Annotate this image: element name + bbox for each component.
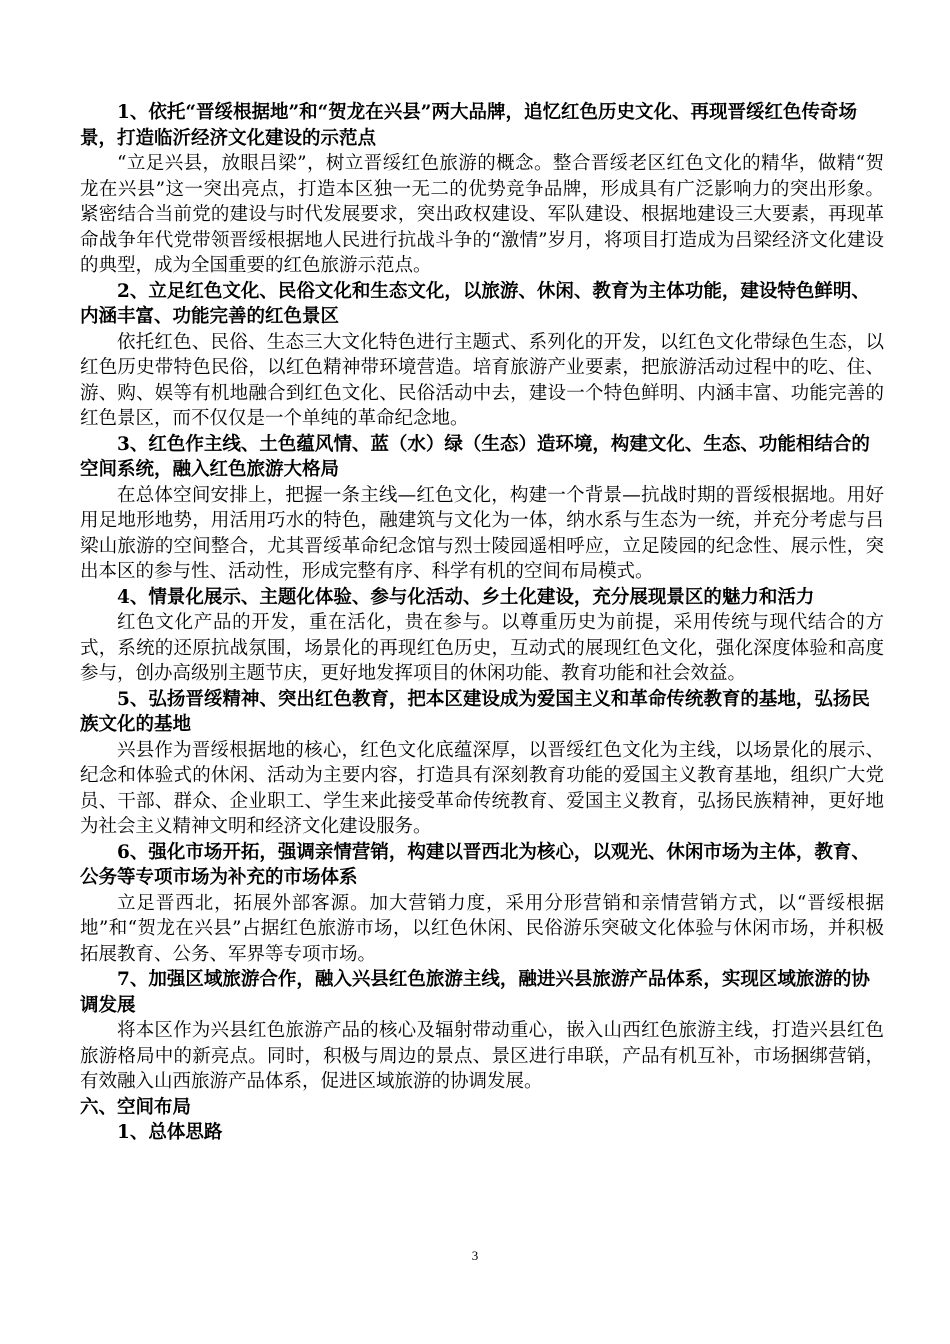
page-number: 3 [471, 1248, 479, 1263]
heading-1: 1、依托“晋绥根据地”和“贺龙在兴县”两大品牌，追忆红色历史文化、再现晋绥红色传奇场景，打造临沂经济文化建设的示范点 [80, 102, 857, 149]
document-body [80, 100, 884, 1146]
heading-5: 5、弘扬晋绥精神、突出红色教育，把本区建设成为爱国主义和革命传统教育的基地，弘扬民族文化的基地 [80, 688, 870, 735]
paragraph-3: 在总体空间安排上，把握一条主线—红色文化，构建一个背景—抗战时期的晋绥根据地。用好用足地形地势，用活用巧水的特色，融建筑与文化为一体，纳水系与生态为一统，并充分考虑与吕梁山旅游的空间整合，尤其晋绥革命纪念馆与烈士陵园遥相呼应，立足陵园的纪念性、展示性，突出本区的参与性、活动性，形成完整有序、科学有机的空间布局模式。 [80, 484, 884, 582]
paragraph-1: “立足兴县，放眼吕梁”，树立晋绥红色旅游的概念。整合晋绥老区红色文化的精华，做精“贺龙在兴县”这一突出亮点，打造本区独一无二的优势竞争品牌，形成具有广泛影响力的突出形象。紧密结合当前党的建设与时代发展要求，突出政权建设、军队建设、根据地建设三大要素，再现革命战争年代党带领晋绥根据地人民进行抗战斗争的“激情”岁月，将项目打造成为吕梁经济文化建设的典型，成为全国重要的红色旅游示范点。 [80, 153, 884, 276]
section-heading: 六、空间布局 [80, 1096, 192, 1118]
paragraph-7: 将本区作为兴县红色旅游产品的核心及辐射带动重心，嵌入山西红色旅游主线，打造兴县红色旅游格局中的新亮点。同时，积极与周边的景点、景区进行串联，产品有机互补，市场捆绑营销，有效融入山西旅游产品体系，促进区域旅游的协调发展。 [80, 1020, 884, 1092]
heading-4: 4、情景化展示、主题化体验、参与化活动、乡土化建设，充分展现景区的魅力和活力 [117, 586, 815, 608]
heading-7: 7、加强区域旅游合作，融入兴县红色旅游主线，融进兴县旅游产品体系，实现区域旅游的协调发展 [80, 969, 870, 1016]
paragraph-4: 红色文化产品的开发，重在活化，贵在参与。以尊重历史为前提，采用传统与现代结合的方式，系统的还原抗战氛围，场景化的再现红色历史，互动式的展现红色文化，强化深度体验和高度参与，创办高级别主题节庆，更好地发挥项目的休闲功能、教育功能和社会效益。 [80, 612, 884, 684]
subsection-heading: 1、总体思路 [117, 1122, 223, 1143]
paragraph-2: 依托红色、民俗、生态三大文化特色进行主题式、系列化的开发，以红色文化带绿色生态，以红色历史带特色民俗，以红色精神带环境营造。培育旅游产业要素，把旅游活动过程中的吃、住、游、购、娱等有机地融合到红色文化、民俗活动中去，建设一个特色鲜明、内涵丰富、功能完善的红色景区，而不仅仅是一个单纯的革命纪念地。 [80, 331, 884, 429]
heading-6: 6、强化市场开拓，强调亲情营销，构建以晋西北为核心，以观光、休闲市场为主体，教育、公务等专项市场为补充的市场体系 [80, 841, 870, 888]
heading-3: 3、红色作主线、土色蕴风情、蓝（水）绿（生态）造环境，构建文化、生态、功能相结合的空间系统，融入红色旅游大格局 [80, 433, 870, 480]
paragraph-6: 立足晋西北，拓展外部客源。加大营销力度，采用分形营销和亲情营销方式，以“晋绥根据地”和“贺龙在兴县”占据红色旅游市场，以红色休闲、民俗游乐突破文化体验与休闲市场，并积极拓展教育、公务、军界等专项市场。 [80, 892, 884, 965]
heading-2: 2、立足红色文化、民俗文化和生态文化，以旅游、休闲、教育为主体功能，建设特色鲜明、内涵丰富、功能完善的红色景区 [80, 280, 870, 327]
paragraph-5: 兴县作为晋绥根据地的核心，红色文化底蕴深厚，以晋绥红色文化为主线，以场景化的展示、纪念和体验式的休闲、活动为主要内容，打造具有深刻教育功能的爱国主义教育基地，组织广大党员、干部、群众、企业职工、学生来此接受革命传统教育、爱国主义教育，弘扬民族精神，更好地为社会主义精神文明和经济文化建设服务。 [80, 739, 884, 837]
